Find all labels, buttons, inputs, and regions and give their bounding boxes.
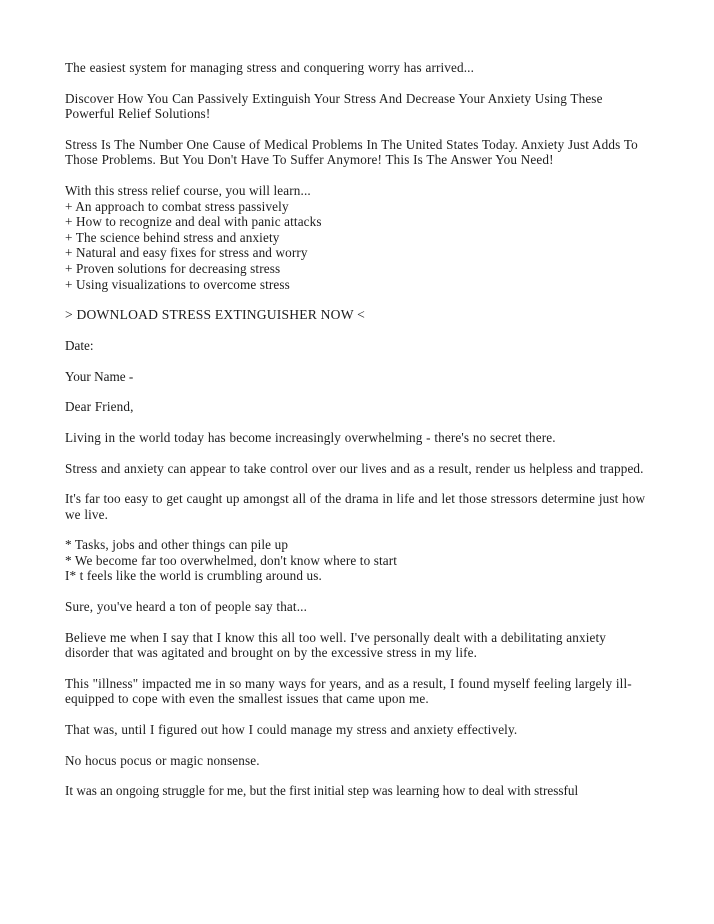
document-body — [65, 60, 651, 799]
paragraph-illness: This "illness" impacted me in so many ways for years, and as a result, I found myself feeling largely ill-equipped to cope with even the smallest issues that came upon me. — [65, 675, 632, 707]
course-benefit-item: + Proven solutions for decreasing stress — [65, 260, 281, 276]
paragraph-believe: Believe me when I say that I know this all too well. I've personally dealt with a debilitating anxiety disorder that was agitated and brought on by the excessive stress in my life. — [65, 629, 606, 661]
your-name-field-label: Your Name - — [65, 368, 134, 384]
paragraph-until: That was, until I figured out how I could manage my stress and anxiety effectively. — [65, 722, 518, 738]
date-field-label: Date: — [65, 338, 94, 354]
tagline-paragraph: The easiest system for managing stress and conquering worry has arrived... — [65, 60, 475, 75]
problem-list-item: * Tasks, jobs and other things can pile up — [65, 537, 289, 553]
paragraph-overwhelming: Living in the world today has become increasingly overwhelming - there's no secret there. — [65, 429, 556, 445]
subheadline-paragraph: Stress Is The Number One Cause of Medical Problems In The United States Today. Anxiety Just Adds To Those Problems. But You Don't Have To Suffer Anymore! This Is The Answer You Need! — [65, 136, 638, 168]
paragraph-hocus: No hocus pocus or magic nonsense. — [65, 752, 260, 768]
course-benefit-item: + The science behind stress and anxiety — [65, 229, 280, 245]
paragraph-heard: Sure, you've heard a ton of people say that... — [65, 599, 308, 615]
salutation: Dear Friend, — [65, 399, 134, 415]
download-call-to-action[interactable]: > DOWNLOAD STRESS EXTINGUISHER NOW < — [65, 307, 365, 323]
headline-paragraph: Discover How You Can Passively Extinguish Your Stress And Decrease Your Anxiety Using These Powerful Relief Solutions! — [65, 90, 603, 122]
course-benefits-intro: With this stress relief course, you will learn... — [65, 182, 311, 198]
paragraph-drama: It's far too easy to get caught up amongst all of the drama in life and let those stressors determine just how we live. — [65, 491, 646, 522]
paragraph-struggle-truncated: It was an ongoing struggle for me, but the first initial step was learning how to deal with stressful — [65, 783, 579, 799]
paragraph-control: Stress and anxiety can appear to take control over our lives and as a result, render us helpless and trapped. — [65, 460, 644, 476]
problem-list-block — [65, 537, 651, 584]
course-benefit-item: + Using visualizations to overcome stress — [65, 276, 290, 292]
course-benefit-item: + Natural and easy fixes for stress and worry — [65, 245, 308, 261]
problem-list-item: * We become far too overwhelmed, don't know where to start — [65, 552, 398, 568]
course-benefits-block — [65, 183, 651, 292]
course-benefit-item: + An approach to combat stress passively — [65, 198, 289, 214]
problem-list-item: I* t feels like the world is crumbling around us. — [65, 568, 322, 584]
course-benefit-item: + How to recognize and deal with panic attacks — [65, 214, 322, 230]
